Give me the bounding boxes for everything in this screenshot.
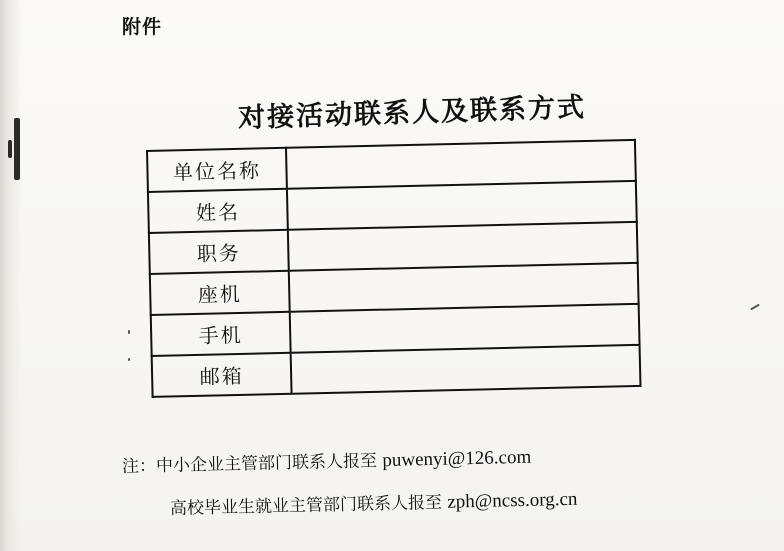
binding-mark [14, 118, 20, 180]
note-line-2-text: 高校毕业生就业主管部门联系人报至 [169, 492, 443, 519]
document-title: 对接活动联系人及联系方式 [237, 92, 587, 134]
contact-table [146, 139, 642, 398]
scan-speck [128, 358, 130, 361]
scan-speck [128, 330, 130, 334]
note-line-1 [122, 443, 532, 478]
attachment-label: 附件 [122, 16, 163, 38]
row-value [291, 345, 641, 394]
email-ncss: zph@ncss.org.cn [447, 488, 578, 513]
row-label: 单位名称 [147, 148, 287, 192]
row-label: 座机 [150, 271, 290, 315]
note-line-1-text: 中小企业主管部门联系人报至 [155, 451, 378, 477]
note-line-2 [170, 485, 578, 520]
scan-speck [750, 304, 760, 311]
binding-mark-small [8, 140, 12, 158]
email-puwenyi: puwenyi@126.com [382, 446, 532, 472]
row-label: 职务 [149, 230, 289, 274]
row-label: 邮箱 [152, 353, 292, 397]
page-left-edge [0, 0, 22, 551]
row-label: 手机 [151, 312, 291, 356]
note-prefix: 注： [121, 456, 157, 477]
row-label: 姓名 [148, 189, 288, 233]
